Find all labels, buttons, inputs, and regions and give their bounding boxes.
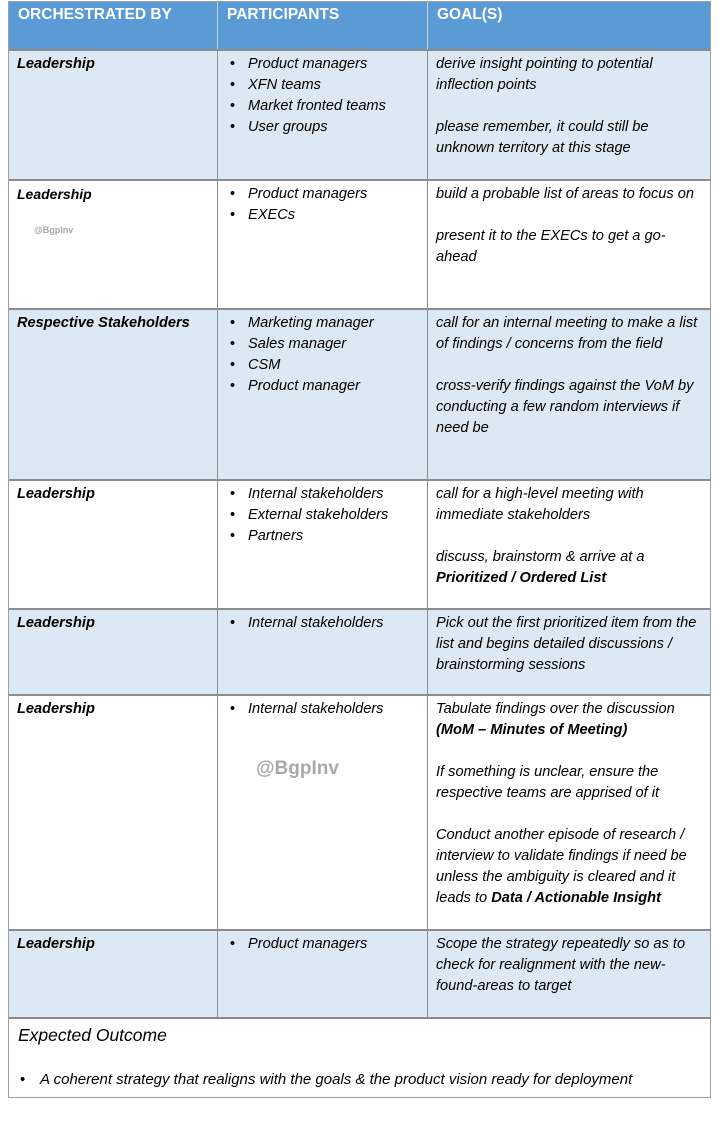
goals-cell xyxy=(428,181,710,308)
orchestrator-cell xyxy=(9,181,218,308)
watermark: @BgpInv xyxy=(34,225,74,235)
outcome-item: • A coherent strategy that realigns with the goals & the product vision ready for deployment xyxy=(40,1069,701,1091)
participant: • Partners xyxy=(248,526,419,547)
header-goals: GOAL(S) xyxy=(437,6,503,23)
goal-text: Scope the strategy repeatedly so as to check for realignment with the new-found-areas to target xyxy=(436,936,686,994)
goal-text: If something is unclear, ensure the respective teams are apprised of it xyxy=(436,764,660,801)
goal-text: call for an internal meeting to make a list of findings / concerns from the field xyxy=(436,315,698,352)
strategy-table xyxy=(8,1,711,1098)
orchestrator: Leadership xyxy=(9,931,218,1017)
goal-emphasis: Data / Actionable Insight xyxy=(491,890,661,906)
goal-text: call for a high-level meeting with immediate stakeholders xyxy=(436,486,644,523)
table-row xyxy=(9,929,710,1017)
goal-text xyxy=(436,699,702,741)
table-row xyxy=(9,694,710,929)
orchestrator: Leadership xyxy=(17,186,92,202)
header-participants: PARTICIPANTS xyxy=(218,2,428,49)
participant: • Internal stakeholders xyxy=(248,699,419,720)
participant: • EXECs xyxy=(248,205,419,226)
goal-text: please remember, it could still be unknown territory at this stage xyxy=(436,119,649,156)
orchestrator: Leadership xyxy=(9,696,218,929)
goal-text: derive insight pointing to potential inflection points xyxy=(436,56,653,93)
goal-text-part: Tabulate findings over the discussion xyxy=(436,701,675,717)
watermark: @BgpInv xyxy=(256,758,339,779)
participant: • Product managers xyxy=(248,934,419,955)
goals-cell xyxy=(428,481,710,608)
goal-text: Pick out the first prioritized item from the list and begins detailed discussions / brainstorming sessions xyxy=(436,615,697,673)
participants-cell xyxy=(218,181,428,308)
participant: • Product managers xyxy=(248,184,419,205)
participant: • Product manager xyxy=(248,376,419,397)
goal-emphasis: (MoM – Minutes of Meeting) xyxy=(436,722,628,738)
participants-cell xyxy=(218,696,428,929)
goal-text xyxy=(436,547,702,589)
participant: • Sales manager xyxy=(248,334,419,355)
goals-cell xyxy=(428,310,710,479)
participant: • Marketing manager xyxy=(248,313,419,334)
participant: • Internal stakeholders xyxy=(248,484,419,505)
table-header xyxy=(9,2,710,49)
participant: • Product managers xyxy=(248,54,419,75)
goals-cell xyxy=(428,610,710,694)
participants-cell xyxy=(218,310,428,479)
outcome-title: Expected Outcome xyxy=(18,1025,167,1045)
participant: • Internal stakeholders xyxy=(248,613,419,634)
header-orchestrated-by: ORCHESTRATED BY xyxy=(9,2,218,49)
goal-text: present it to the EXECs to get a go-ahead xyxy=(436,228,666,265)
goal-text-part: discuss, brainstorm & arrive at a xyxy=(436,549,645,565)
goal-text xyxy=(436,825,702,909)
table-row xyxy=(9,49,710,179)
goal-text: cross-verify findings against the VoM by conducting a few random interviews if need be xyxy=(436,378,694,436)
participant: • Market fronted teams xyxy=(248,96,419,117)
participants-cell xyxy=(218,51,428,179)
orchestrator: Leadership xyxy=(9,481,218,608)
participants-cell xyxy=(218,610,428,694)
participant: • User groups xyxy=(248,117,419,138)
goals-cell xyxy=(428,51,710,179)
orchestrator: Respective Stakeholders xyxy=(9,310,218,479)
table-row xyxy=(9,479,710,608)
participants-cell xyxy=(218,481,428,608)
participant: • XFN teams xyxy=(248,75,419,96)
goal-text: build a probable list of areas to focus on xyxy=(436,186,694,202)
goals-cell xyxy=(428,931,710,1017)
orchestrator: Leadership xyxy=(9,610,218,694)
orchestrator: Leadership xyxy=(9,51,218,179)
participants-cell xyxy=(218,931,428,1017)
table-row xyxy=(9,608,710,694)
expected-outcome xyxy=(9,1017,710,1097)
participant: • External stakeholders xyxy=(248,505,419,526)
table-row xyxy=(9,179,710,308)
goals-cell xyxy=(428,696,710,929)
goal-emphasis: Prioritized / Ordered List xyxy=(436,570,607,586)
table-row xyxy=(9,308,710,479)
goal-text-part: Conduct another episode of research / interview to validate findings if need be unless the ambiguity is cleared and it leads to xyxy=(436,827,687,906)
participant: • CSM xyxy=(248,355,419,376)
